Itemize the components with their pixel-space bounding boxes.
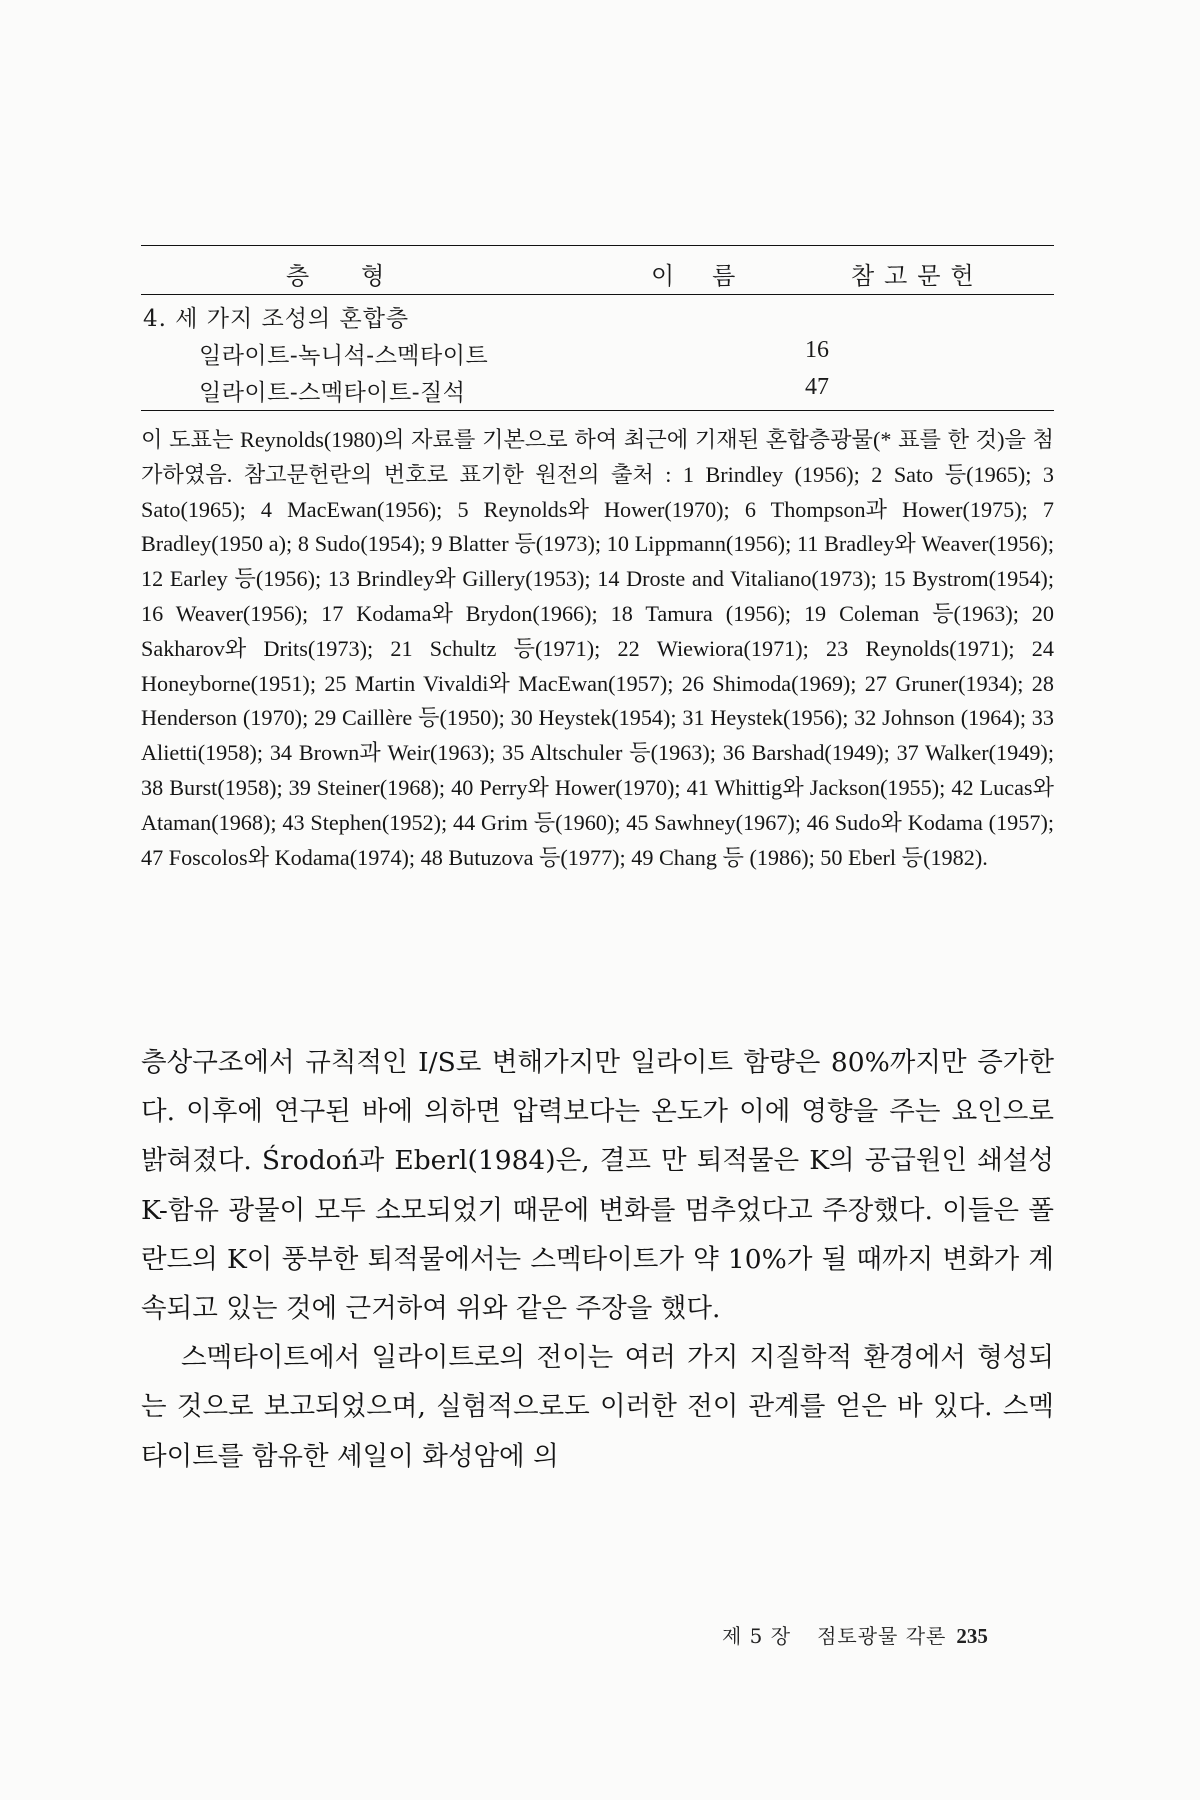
page-number: 235 <box>956 1624 988 1648</box>
paragraph: 스멕타이트에서 일라이트로의 전이는 여러 가지 지질학적 환경에서 형성되는 것으로 보고되었으며, 실험적으로도 이러한 전이 관계를 얻은 바 있다. 스멕타이트를 함유한 셰일이 화성암에 의 <box>141 1342 1054 1472</box>
table-cell-reference: 16 <box>805 337 829 363</box>
table-cell-reference: 47 <box>805 374 829 400</box>
table-bottom-rule <box>141 410 1054 411</box>
footer-chapter: 제 5 장 <box>722 1624 792 1648</box>
table-cell-name: 일라이트-스멕타이트-질석 <box>199 380 466 406</box>
header-name: 이름 <box>651 262 774 290</box>
table-row <box>199 337 1054 371</box>
paragraph: 층상구조에서 규칙적인 I/S로 변해가지만 일라이트 함량은 80%까지만 증가한다. 이후에 연구된 바에 의하면 압력보다는 온도가 이에 영향을 주는 요인으로 밝혀졌다. Środoń과 Eberl(1984)은, 결프 만 퇴적물은 K의 공급원인 쇄설성 K-함유 광물이 모두 소모되었기 때문에 변화를 멈추었다고 주장했다. 이들은 폴란드의 K이 풍부한 퇴적물에서는 스멕타이트가 약 10%가 될 때까지 변화가 계속되고 있는 것에 근거하여 위와 같은 주장을 했다. <box>141 1047 1054 1325</box>
table-row <box>199 374 1054 408</box>
header-reference: 참고문헌 <box>851 262 984 290</box>
table-cell-name: 일라이트-녹니석-스멕타이트 <box>199 343 489 369</box>
header-layer-type: 층형 <box>286 262 437 290</box>
table-header-row <box>141 246 1054 294</box>
running-footer <box>722 1620 1062 1649</box>
body-text <box>141 1038 1054 1481</box>
table-body <box>141 295 1054 410</box>
mixed-layer-table <box>141 245 1054 411</box>
table-group-heading: 4. 세 가지 조성의 혼합층 <box>143 306 410 332</box>
footer-section-title: 점토광물 각론 <box>817 1624 947 1648</box>
table-footnote: 이 도표는 Reynolds(1980)의 자료를 기본으로 하여 최근에 기재된 혼합층광물(* 표를 한 것)을 첨가하였음. 참고문헌란의 번호로 표기한 원전의 출처 : 1 Brindley (1956); 2 Sato 등(1965); 3 Sato(1965); 4 MacEwan(1956); 5 Reynolds와 Hower(1970); 6 Thompson과 Hower(1975); 7 Bradley(1950 a); 8 Sudo(1954); 9 Blatter 등(1973); 10 Lippmann(1956); 11 Bradley와 Weaver(1956); 12 Earley 등(1956); 13 Brindley와 Gillery(1953); 14 Droste and Vitaliano(1973); 15 Bystrom(1954); 16 Weaver(1956); 17 Kodama와 Brydon(1966); 18 Tamura (1956); 19 Coleman 등(1963); 20 Sakharov와 Drits(1973); 21 Schultz 등(1971); 22 Wiewiora(1971); 23 Reynolds(1971); 24 Honeyborne(1951); 25 Martin Vivaldi와 MacEwan(1957); 26 Shimoda(1969); 27 Gruner(1934); 28 Henderson (1970); 29 Caillère 등(1950); 30 Heystek(1954); 31 Heystek(1956); 32 Johnson (1964); 33 Alietti(1958); 34 Brown과 Weir(1963); 35 Altschuler 등(1963); 36 Barshad(1949); 37 Walker(1949); 38 Burst(1958); 39 Steiner(1968); 40 Perry와 Hower(1970); 41 Whittig와 Jackson(1955); 42 Lucas와 Ataman(1968); 43 Stephen(1952); 44 Grim 등(1960); 45 Sawhney(1967); 46 Sudo와 Kodama (1957); 47 Foscolos와 Kodama(1974); 48 Butuzova 등(1977); 49 Chang 등 (1986); 50 Eberl 등(1982). <box>141 427 1054 870</box>
